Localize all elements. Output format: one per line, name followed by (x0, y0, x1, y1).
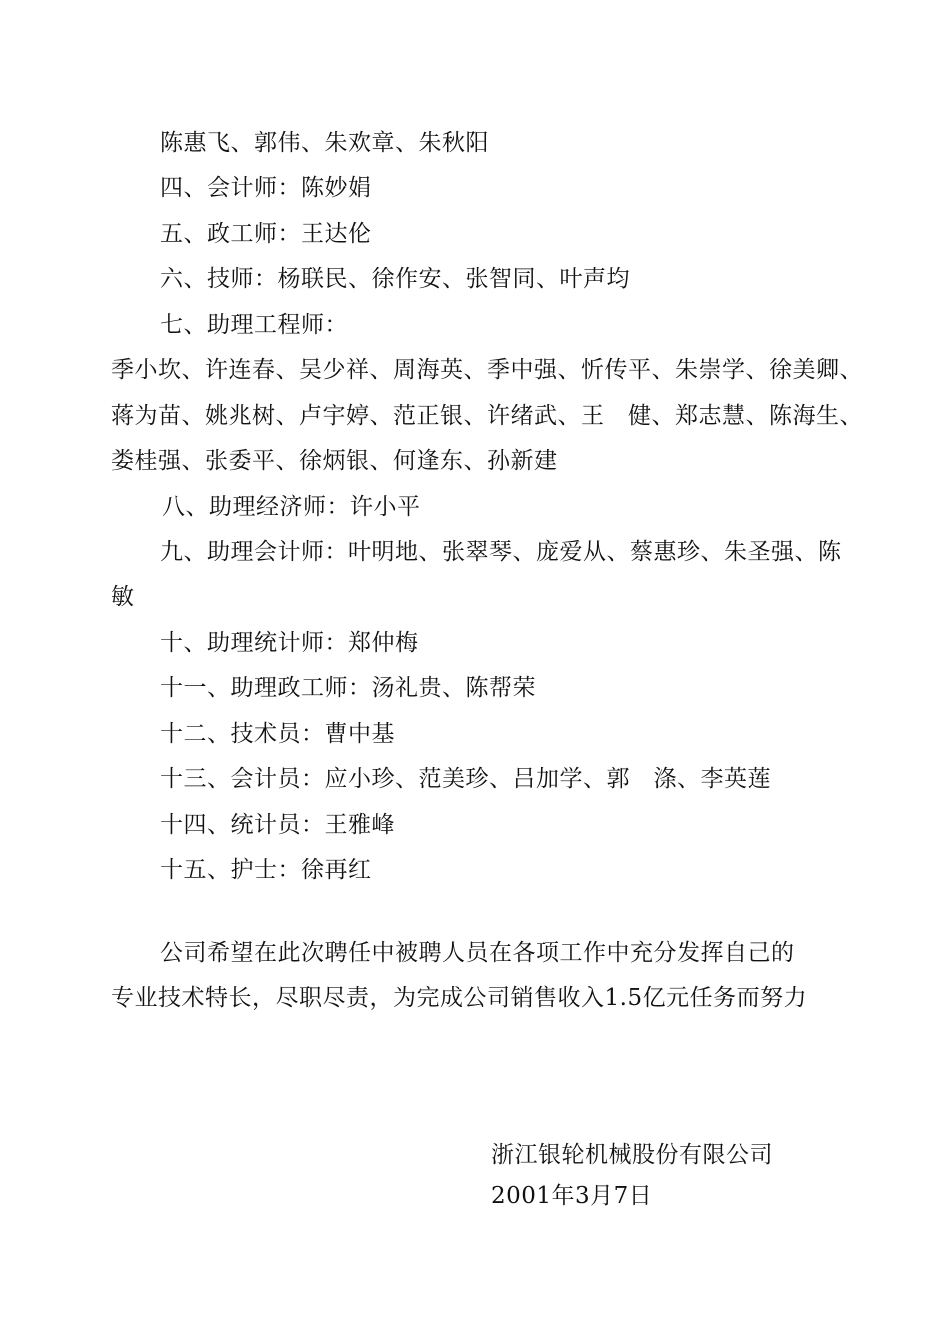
engineer-names-continued: 陈惠飞、郭伟、朱欢章、朱秋阳 (160, 130, 489, 156)
accounting-clerk-line: 十三、会计员：应小珍、范美珍、吕加学、郭 涤、李英莲 (160, 766, 771, 792)
assistant-engineer-heading: 七、助理工程师： (160, 312, 348, 338)
assistant-engineer-names-2: 蒋为苗、姚兆树、卢宇婷、范正银、许绪武、王 健、郑志慧、陈海生、 (111, 403, 863, 429)
accountant-line: 四、会计师：陈妙娟 (160, 175, 372, 201)
nurse-line: 十五、护士：徐再红 (160, 857, 372, 883)
assistant-economist-line: 八、助理经济师：许小平 (162, 494, 421, 520)
statistics-clerk-line: 十四、统计员：王雅峰 (160, 812, 395, 838)
closing-paragraph-line-1: 公司希望在此次聘任中被聘人员在各项工作中充分发挥自己的 (160, 940, 795, 966)
assistant-accountant-line-wrap: 敏 (111, 584, 135, 610)
signature-date: 2001年3月7日 (491, 1183, 653, 1209)
technician-line: 六、技师：杨联民、徐作安、张智同、叶声均 (160, 266, 630, 292)
closing-paragraph-line-2: 专业技术特长，尽职尽责，为完成公司销售收入1.5亿元任务而努力 (111, 985, 808, 1011)
assistant-accountant-line: 九、助理会计师：叶明地、张翠琴、庞爱从、蔡惠珍、朱圣强、陈 (160, 539, 842, 565)
assistant-engineer-names-3: 娄桂强、张委平、徐炳银、何逢东、孙新建 (111, 448, 558, 474)
technical-staff-line: 十二、技术员：曹中基 (160, 721, 395, 747)
assistant-engineer-names-1: 季小坎、许连春、吴少祥、周海英、季中强、忻传平、朱崇学、徐美卿、 (111, 357, 863, 383)
political-engineer-line: 五、政工师：王达伦 (160, 221, 372, 247)
signature-company: 浙江银轮机械股份有限公司 (491, 1142, 773, 1168)
assistant-statistician-line: 十、助理统计师：郑仲梅 (160, 630, 419, 656)
assistant-political-engineer-line: 十一、助理政工师：汤礼贵、陈帮荣 (160, 675, 536, 701)
